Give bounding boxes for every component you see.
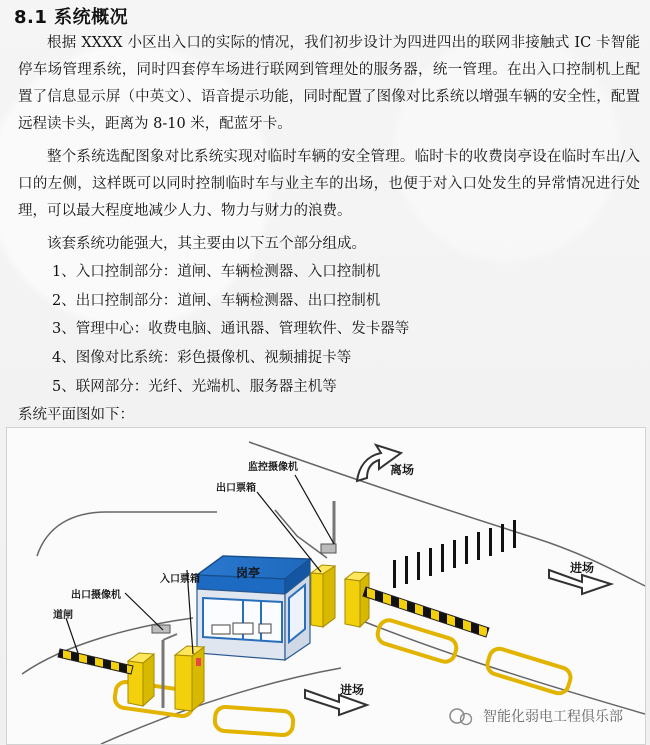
entry-ticket-box-label: 入口票箱 — [160, 574, 200, 585]
component-item-4: 4、图像对比系统：彩色摄像机、视频捕捉卡等 — [52, 350, 352, 367]
barrier-gate-label: 道闸 — [53, 610, 73, 621]
component-item-2: 2、出口控制部分：道闸、车辆检测器、出口控制机 — [52, 292, 381, 309]
exit-camera-label: 出口摄像机 — [71, 590, 121, 601]
system-plan-svg — [7, 428, 645, 744]
depart-label: 离场 — [390, 463, 415, 477]
overview-paragraph-1: 根据 XXXX 小区出入口的实际的情况，我们初步设计为四进四出的联网非接触式 IC 卡智能停车场管理系统，同时四套停车场进行联网到管理处的服务器，统一管理。在出入口控制机上配置了信息显示屏（中英文）、语音提示功能，同时配置了图像对比系统以增强车辆的安全性，配置远程读卡头，距离为 8-10 米，配蓝牙卡。 — [18, 35, 640, 132]
overview-paragraph-3: 该套系统功能强大，其主要由以下五个部分组成。 — [47, 236, 366, 252]
component-list — [18, 258, 640, 402]
monitor-camera-label: 监控摄像机 — [248, 462, 298, 473]
exit-camera-icon — [152, 625, 170, 633]
booth-label: 岗亭 — [236, 566, 261, 580]
watermark-text: 智能化弱电工程俱乐部 — [483, 709, 623, 725]
plan-label: 系统平面图如下： — [18, 407, 134, 423]
monitor-camera-icon — [321, 544, 336, 553]
exit-ticket-box-right — [311, 565, 335, 627]
exit-ticket-box-label: 出口票箱 — [216, 483, 256, 494]
component-item-3: 3、管理中心：收费电脑、通讯器、管理软件、发卡器等 — [52, 321, 410, 338]
component-item-5: 5、联网部分：光纤、光端机、服务器主机等 — [52, 378, 337, 395]
enter-right-label: 进场 — [570, 561, 595, 575]
entry-ticket-box-front — [175, 646, 204, 711]
enter-bottom-label: 进场 — [340, 683, 365, 697]
system-plan-diagram — [6, 427, 646, 745]
overview-paragraph-2: 整个系统选配图象对比系统实现对临时车辆的安全管理。临时卡的收费岗亭设在临时车出/入口的左侧，这样既可以同时控制临时车与业主车的出场，也便于对入口处发生的异常情况进行处理，可以最大程度地减少人力、物力与财力的浪费。 — [18, 149, 640, 219]
section-heading: 8.1 系统概况 — [14, 7, 129, 28]
component-item-1: 1、入口控制部分：道闸、车辆检测器、入口控制机 — [52, 264, 381, 280]
